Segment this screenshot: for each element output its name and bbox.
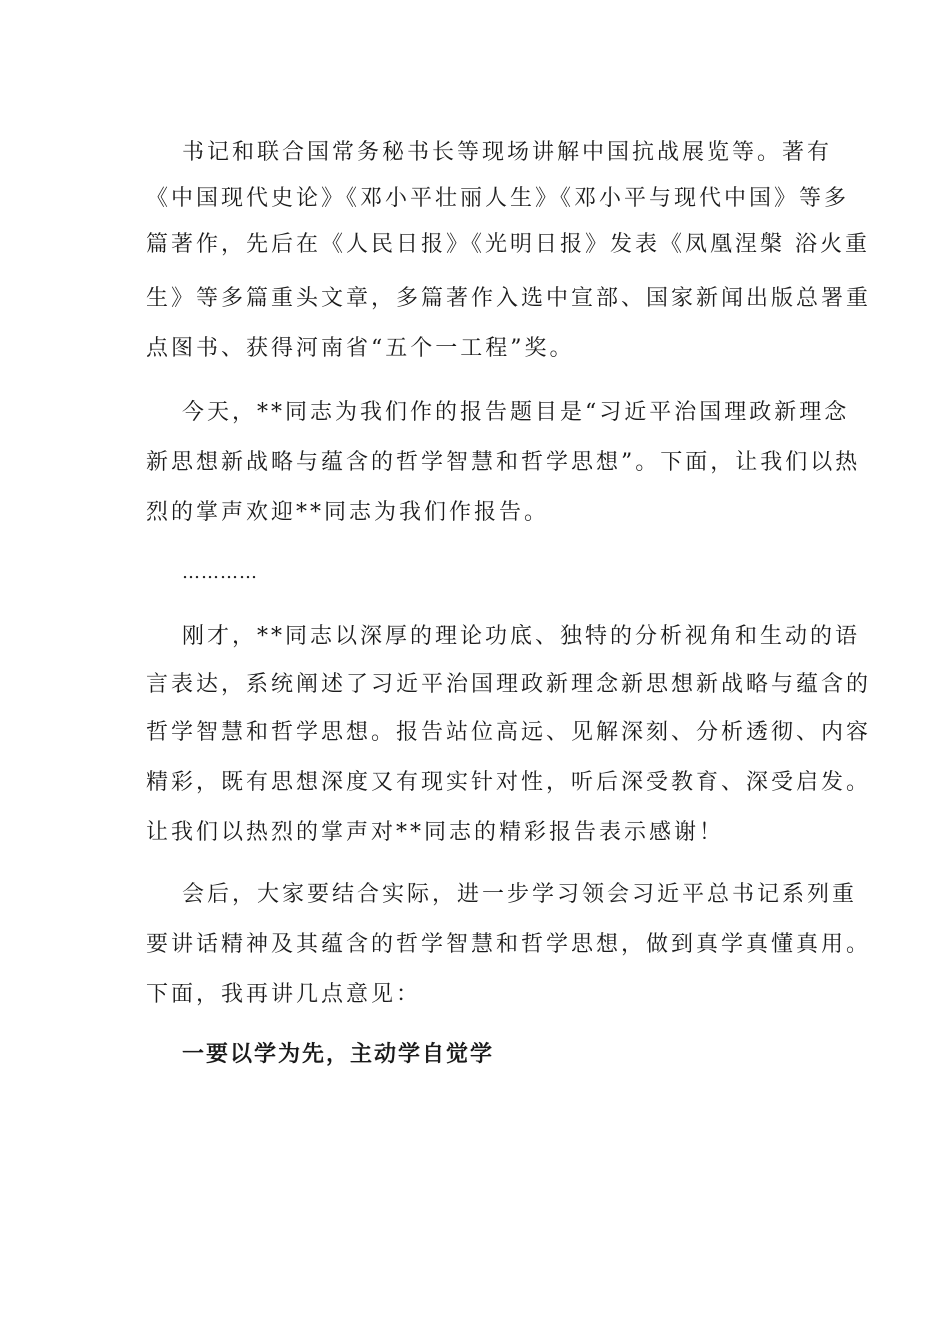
- paragraph-line: 下面，我再讲几点意见：: [146, 982, 422, 1007]
- ellipsis-separator: …………: [182, 562, 258, 583]
- paragraph-line: 今天，**同志为我们作的报告题目是“习近平治国理政新理念: [182, 400, 850, 425]
- paragraph-line: 要讲话精神及其蕴含的哲学智慧和哲学思想，做到真学真懂真用。: [146, 932, 872, 957]
- paragraph-line: 烈的掌声欢迎**同志为我们作报告。: [146, 500, 550, 525]
- paragraph-line: 书记和联合国常务秘书长等现场讲解中国抗战展览等。著有: [182, 140, 833, 165]
- paragraph-line: 刚才，**同志以深厚的理论功底、独特的分析视角和生动的语: [182, 624, 861, 649]
- paragraph-line: 哲学智慧和哲学思想。报告站位高远、见解深刻、分析透彻、内容: [146, 720, 872, 745]
- paragraph-line: 会后，大家要结合实际，进一步学习领会习近平总书记系列重: [182, 882, 858, 907]
- paragraph-line: 让我们以热烈的掌声对**同志的精彩报告表示感谢！: [146, 820, 725, 845]
- section-heading: 一要以学为先，主动学自觉学: [182, 1042, 495, 1067]
- paragraph-line: 生》等多篇重头文章，多篇著作入选中宣部、国家新闻出版总署重: [146, 286, 872, 311]
- paragraph-line: 《中国现代史论》《邓小平壮丽人生》《邓小平与现代中国》等多: [146, 186, 850, 211]
- paragraph-line: 新思想新战略与蕴含的哲学智慧和哲学思想”。下面，让我们以热: [146, 450, 861, 475]
- paragraph-line: 精彩，既有思想深度又有现实针对性，听后深受教育、深受启发。: [146, 770, 872, 795]
- paragraph-line: 言表达，系统阐述了习近平治国理政新理念新思想新战略与蕴含的: [146, 672, 872, 697]
- paragraph-line: 点图书、获得河南省“五个一工程”奖。: [146, 336, 575, 361]
- paragraph-line: 篇著作，先后在《人民日报》《光明日报》发表《凤凰涅槃 浴火重: [146, 232, 870, 257]
